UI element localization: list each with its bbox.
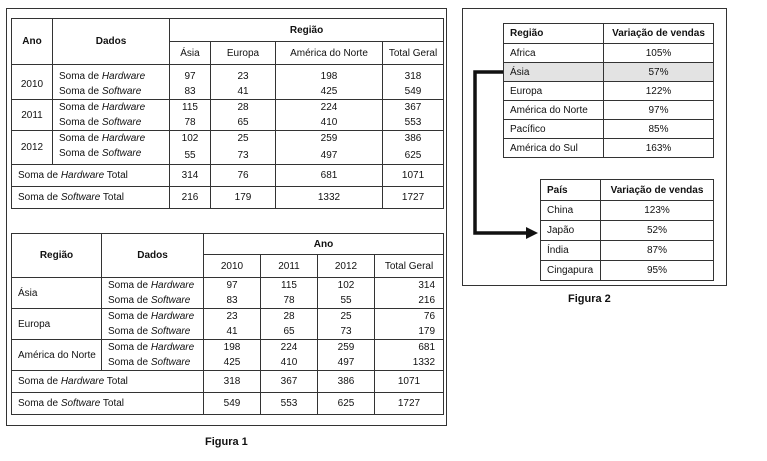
country-cell: China [541, 201, 601, 221]
table-row [504, 120, 714, 139]
value-cell: 1071 [383, 165, 444, 187]
total-label: Soma de Hardware Total [12, 371, 204, 393]
total-row-software [12, 393, 444, 415]
subheader-asia: Ásia [170, 42, 211, 65]
region-cell: Europa [12, 309, 102, 340]
value-cell: 65 [211, 115, 276, 131]
region-cell: Ásia [504, 63, 604, 82]
value-cell: 122% [604, 82, 714, 101]
table-row-highlighted [504, 63, 714, 82]
value-cell: 41 [211, 84, 276, 100]
value-cell: 1727 [375, 393, 444, 415]
value-cell: 73 [211, 146, 276, 165]
value-cell: 179 [375, 324, 444, 340]
value-cell: 25 [211, 131, 276, 147]
region-cell: Africa [504, 44, 604, 63]
total-row-software [12, 187, 444, 209]
table-regiao-variacao [503, 23, 714, 158]
value-cell: 55 [170, 146, 211, 165]
value-cell: 85% [604, 120, 714, 139]
value-cell: 216 [375, 293, 444, 309]
subheader-total-geral: Total Geral [375, 255, 444, 278]
header-pais: País [541, 180, 601, 201]
value-cell: 625 [318, 393, 375, 415]
value-cell: 115 [261, 278, 318, 294]
country-cell: Japão [541, 221, 601, 241]
value-cell: 97% [604, 101, 714, 120]
header-ano: Ano [204, 234, 444, 255]
value-cell: 23 [211, 65, 276, 85]
data-label: Soma de Hardware [53, 65, 170, 85]
year-cell: 2010 [12, 65, 53, 100]
figure1-caption: Figura 1 [205, 436, 248, 448]
value-cell: 224 [261, 340, 318, 356]
value-cell: 425 [204, 355, 261, 371]
value-cell: 78 [261, 293, 318, 309]
value-cell: 115 [170, 100, 211, 116]
year-cell: 2012 [12, 131, 53, 165]
value-cell: 1332 [276, 187, 383, 209]
table-row [504, 139, 714, 158]
value-cell: 25 [318, 309, 375, 325]
table-row [504, 82, 714, 101]
table-pais-variacao [540, 179, 714, 281]
value-cell: 367 [261, 371, 318, 393]
value-cell: 73 [318, 324, 375, 340]
table-row [504, 44, 714, 63]
value-cell: 83 [204, 293, 261, 309]
value-cell: 625 [383, 146, 444, 165]
region-cell: Pacífico [504, 120, 604, 139]
total-row-hardware [12, 165, 444, 187]
data-label: Soma de Hardware [53, 131, 170, 147]
value-cell: 97 [204, 278, 261, 294]
value-cell: 681 [375, 340, 444, 356]
data-label: Soma de Software [102, 324, 204, 340]
value-cell: 55 [318, 293, 375, 309]
total-label: Soma de Hardware Total [12, 165, 170, 187]
region-cell: Ásia [12, 278, 102, 309]
table-row [541, 221, 714, 241]
value-cell: 386 [318, 371, 375, 393]
data-label: Soma de Software [102, 293, 204, 309]
value-cell: 224 [276, 100, 383, 116]
value-cell: 386 [383, 131, 444, 147]
country-cell: Cingapura [541, 261, 601, 281]
value-cell: 314 [170, 165, 211, 187]
value-cell: 549 [383, 84, 444, 100]
value-cell: 78 [170, 115, 211, 131]
table-row [12, 309, 444, 325]
value-cell: 65 [261, 324, 318, 340]
value-cell: 57% [604, 63, 714, 82]
value-cell: 97 [170, 65, 211, 85]
value-cell: 95% [601, 261, 714, 281]
value-cell: 410 [276, 115, 383, 131]
value-cell: 425 [276, 84, 383, 100]
subheader-2010: 2010 [204, 255, 261, 278]
header-ano: Ano [12, 19, 53, 65]
total-row-hardware [12, 371, 444, 393]
value-cell: 1332 [375, 355, 444, 371]
value-cell: 163% [604, 139, 714, 158]
data-label: Soma de Software [53, 115, 170, 131]
value-cell: 318 [204, 371, 261, 393]
data-label: Soma de Software [53, 84, 170, 100]
data-label: Soma de Hardware [102, 340, 204, 356]
data-label: Soma de Hardware [102, 309, 204, 325]
value-cell: 553 [383, 115, 444, 131]
total-label: Soma de Software Total [12, 187, 170, 209]
value-cell: 410 [261, 355, 318, 371]
region-cell: Europa [504, 82, 604, 101]
region-cell: América do Sul [504, 139, 604, 158]
header-regiao: Região [170, 19, 444, 42]
value-cell: 216 [170, 187, 211, 209]
value-cell: 23 [204, 309, 261, 325]
header-regiao: Região [504, 24, 604, 44]
value-cell: 314 [375, 278, 444, 294]
table-row [12, 115, 444, 131]
table-row [541, 241, 714, 261]
total-label: Soma de Software Total [12, 393, 204, 415]
value-cell: 102 [318, 278, 375, 294]
year-cell: 2011 [12, 100, 53, 131]
value-cell: 318 [383, 65, 444, 85]
value-cell: 198 [276, 65, 383, 85]
value-cell: 549 [204, 393, 261, 415]
table-row [12, 100, 444, 116]
table-row [541, 201, 714, 221]
subheader-america-do-norte: América do Norte [276, 42, 383, 65]
figure2-caption: Figura 2 [568, 293, 611, 305]
value-cell: 83 [170, 84, 211, 100]
subheader-2011: 2011 [261, 255, 318, 278]
table-ano-regiao [11, 18, 444, 209]
value-cell: 105% [604, 44, 714, 63]
data-label: Soma de Software [102, 355, 204, 371]
value-cell: 259 [318, 340, 375, 356]
country-cell: Índia [541, 241, 601, 261]
header-dados: Dados [53, 19, 170, 65]
region-cell: América do Norte [504, 101, 604, 120]
data-label: Soma de Software [53, 146, 170, 165]
table-row [504, 101, 714, 120]
data-label: Soma de Hardware [102, 278, 204, 294]
value-cell: 681 [276, 165, 383, 187]
value-cell: 1727 [383, 187, 444, 209]
value-cell: 52% [601, 221, 714, 241]
value-cell: 28 [211, 100, 276, 116]
value-cell: 553 [261, 393, 318, 415]
value-cell: 87% [601, 241, 714, 261]
value-cell: 198 [204, 340, 261, 356]
value-cell: 28 [261, 309, 318, 325]
subheader-2012: 2012 [318, 255, 375, 278]
value-cell: 497 [318, 355, 375, 371]
table-row [12, 340, 444, 356]
header-dados: Dados [102, 234, 204, 278]
table-row [541, 261, 714, 281]
table-row [12, 131, 444, 147]
table-row [12, 278, 444, 294]
table-row [12, 84, 444, 100]
value-cell: 76 [211, 165, 276, 187]
data-label: Soma de Hardware [53, 100, 170, 116]
header-variacao: Variação de vendas [604, 24, 714, 44]
value-cell: 41 [204, 324, 261, 340]
subheader-total-geral: Total Geral [383, 42, 444, 65]
value-cell: 1071 [375, 371, 444, 393]
value-cell: 76 [375, 309, 444, 325]
value-cell: 259 [276, 131, 383, 147]
value-cell: 123% [601, 201, 714, 221]
header-variacao: Variação de vendas [601, 180, 714, 201]
table-row [12, 146, 444, 165]
table-regiao-ano [11, 233, 444, 415]
value-cell: 102 [170, 131, 211, 147]
value-cell: 497 [276, 146, 383, 165]
value-cell: 179 [211, 187, 276, 209]
value-cell: 367 [383, 100, 444, 116]
table-row [12, 65, 444, 85]
region-cell: América do Norte [12, 340, 102, 371]
header-regiao: Região [12, 234, 102, 278]
subheader-europa: Europa [211, 42, 276, 65]
